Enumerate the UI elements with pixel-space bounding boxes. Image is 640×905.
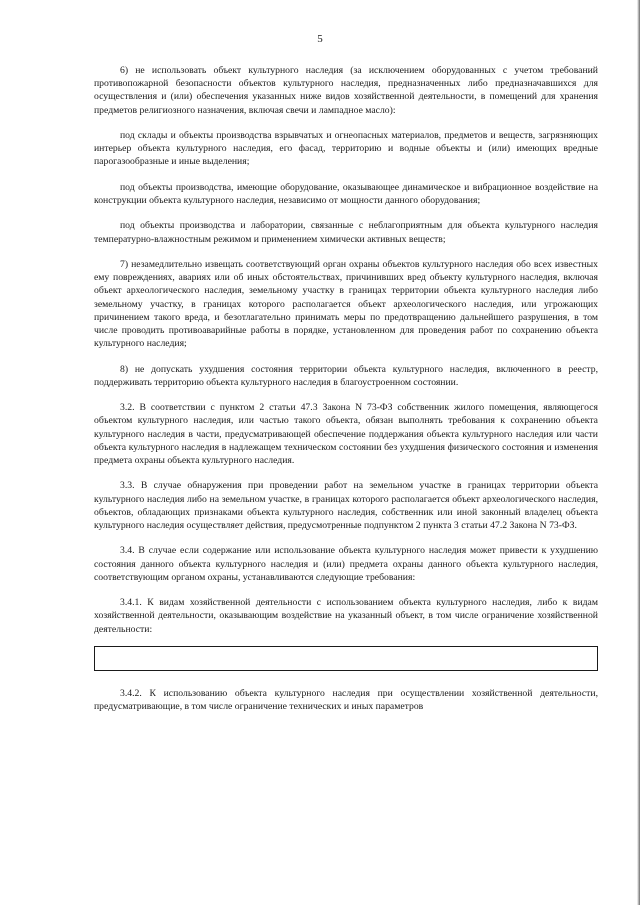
document-body <box>94 64 598 725</box>
paragraph-3-4-1: 3.4.1. К видам хозяйственной деятельности с использованием объекта культурного наследия, либо к видам хозяйственной деятельности, оказывающим воздействие на указанный объект, в том числе ограничение хозяйственной деятельности: <box>94 597 598 635</box>
paragraph-item-6: 6) не использовать объект культурного наследия (за исключением оборудованных с учетом требований противопожарной безопасности объектов культурного наследия, предназначенных либо предназначавшихся для осуществления и (или) обеспечения указанных ниже видов хозяйственной деятельности, в помещений для хранения предметов религиозного назначения, включая свечи и лампадное масло): <box>94 65 598 116</box>
paragraph-3-2: 3.2. В соответствии с пунктом 2 статьи 47.3 Закона N 73-ФЗ собственник жилого помещения, являющегося объектом культурного наследия, или частью такого объекта, обязан выполнять требования к сохранению объекта культурного наследия в части, предусматривающей обеспечение поддержания объекта культурного наследия или части объекта культурного наследия в надлежащем техническом состоянии без ухудшения физического состояния и изменения предмета охраны объекта культурного наследия. <box>94 402 598 466</box>
paragraph-3-4: 3.4. В случае если содержание или использование объекта культурного наследия может привести к ухудшению состояния данного объекта культурного наследия и (или) предмета охраны данного объекта культурного наследия, соответствующим органом охраны, устанавливаются следующие требования: <box>94 545 598 583</box>
empty-entry-box <box>94 646 598 671</box>
paragraph-3-3: 3.3. В случае обнаружения при проведении работ на земельном участке в границах территории объекта культурного наследия либо на земельном участке, в границах которого располагается объект археологического наследия, объектов, обладающих признаками объекта культурного наследия, собственник или иной законный владелец объекта культурного наследия осуществляет действия, предусмотренные подпунктом 2 пункта 3 статьи 47.2 Закона N 73-ФЗ. <box>94 480 598 531</box>
paragraph-warehouses: под склады и объекты производства взрывчатых и огнеопасных материалов, предметов и веществ, загрязняющих интерьер объекта культурного наследия, его фасад, территорию и водные объекты и (или) имеющих вредные парогазообразные и иные выделения; <box>94 130 598 168</box>
paragraph-laboratories: под объекты производства и лаборатории, связанные с неблагоприятным для объекта культурного наследия температурно-влажностным режимом и применением химически активных веществ; <box>94 220 598 245</box>
paragraph-item-7: 7) незамедлительно извещать соответствующий орган охраны объектов культурного наследия обо всех известных ему повреждениях, авариях или об иных обстоятельствах, причинивших вред объекту культурного наследия, включая объект археологического наследия, земельному участку в границах территории объекта культурного наследия либо земельному участку, в границах которого располагается объект археологического наследия, или угрожающих причинением такого вреда, и безотлагательно принимать меры по предотвращению дальнейшего разрушения, в том числе проводить противоаварийные работы в порядке, установленном для проведения работ по сохранению объекта культурного наследия; <box>94 258 598 350</box>
paragraph-3-4-2: 3.4.2. К использованию объекта культурного наследия при осуществлении хозяйственной деятельности, предусматривающие, в том числе ограничение технических и иных параметров <box>94 687 598 712</box>
paragraph-production-equipment: под объекты производства, имеющие оборудование, оказывающее динамическое и вибрационное воздействие на конструкции объекта культурного наследия, независимо от мощности данного оборудования; <box>94 181 598 206</box>
paragraph-item-8: 8) не допускать ухудшения состояния территории объекта культурного наследия, включенного в реестр, поддерживать территорию объекта культурного наследия в благоустроенном состоянии. <box>94 363 598 388</box>
page-number: 5 <box>317 33 323 45</box>
